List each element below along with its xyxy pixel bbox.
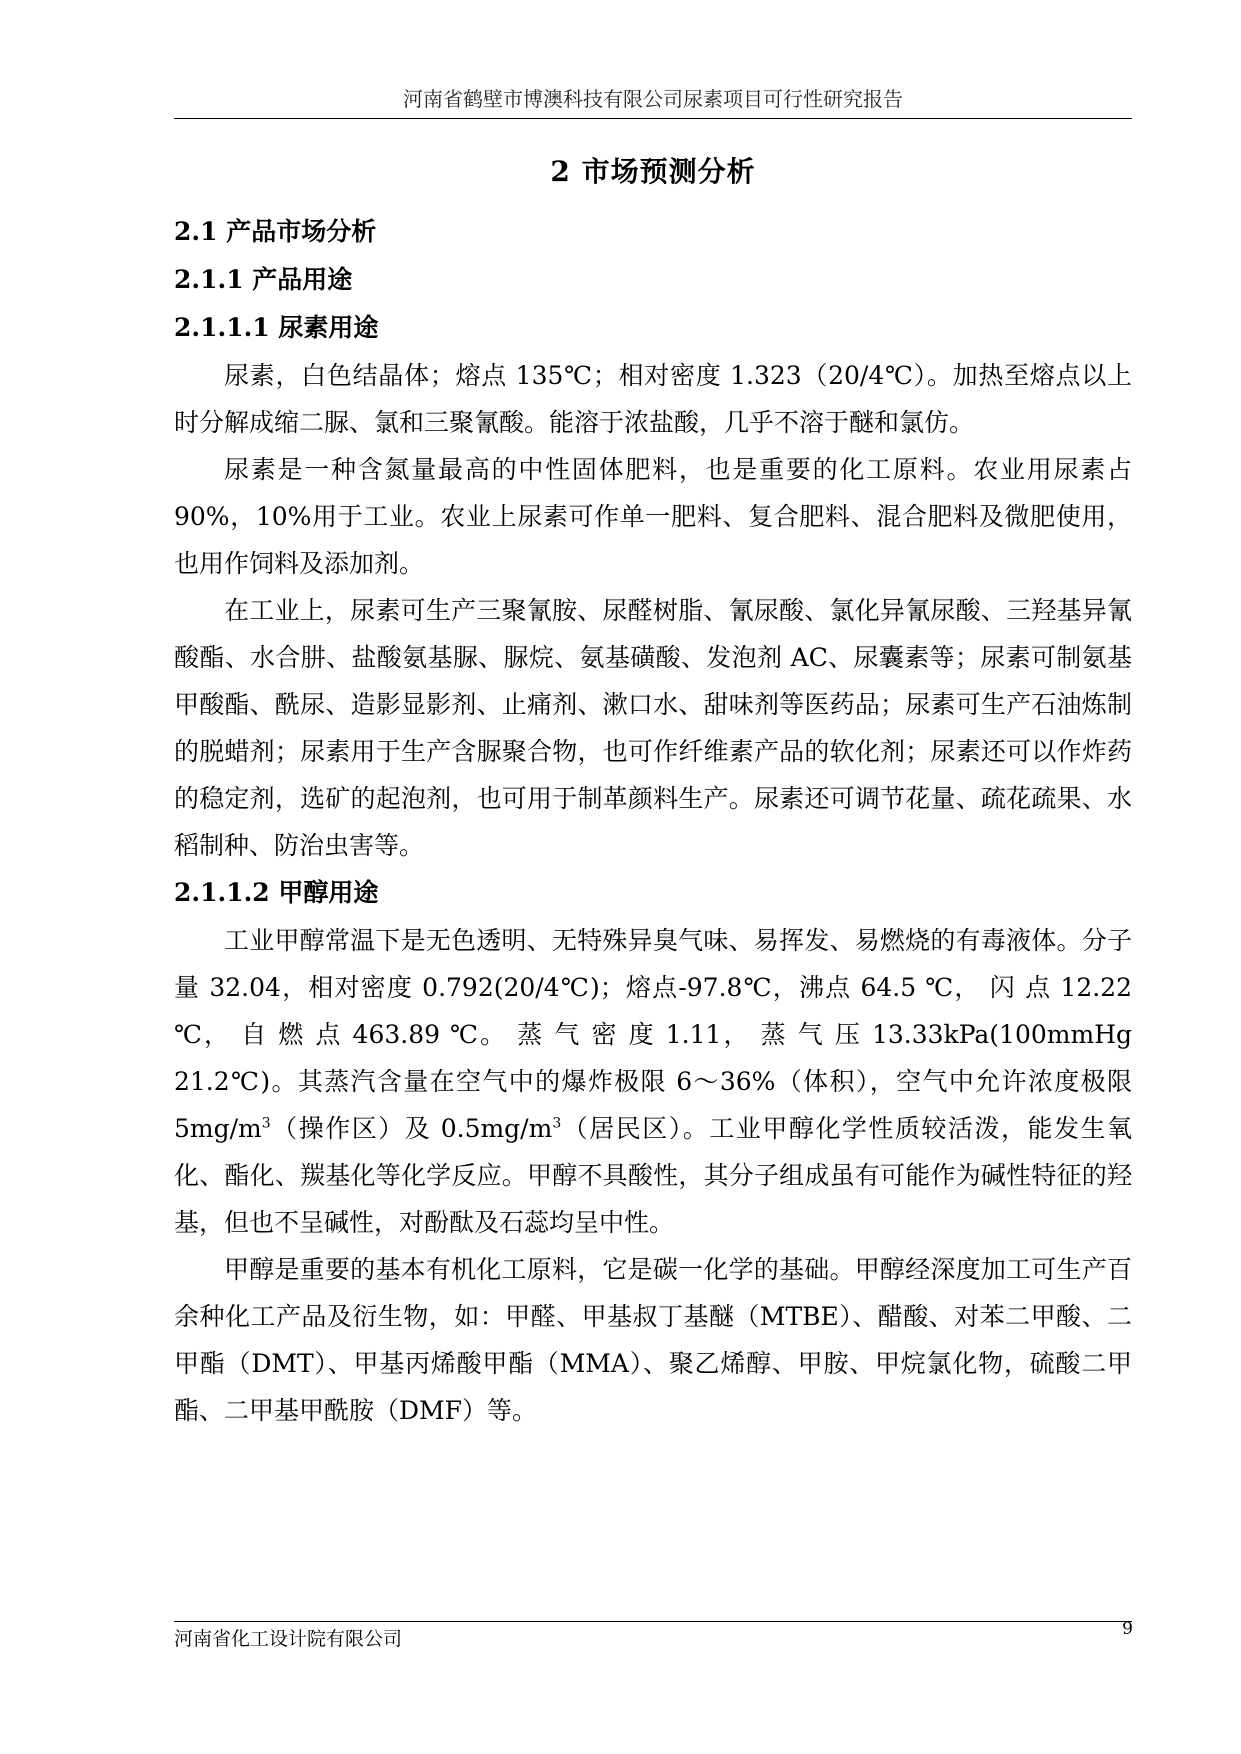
text-run: （操作区）及 0.5mg/m <box>270 1114 553 1143</box>
paragraph: 尿素是一种含氮量最高的中性固体肥料，也是重要的化工原料。农业用尿素占 90%，10%用于工业。农业上尿素可作单一肥料、复合肥料、混合肥料及微肥使用，也用作饲料及添加剂。 <box>174 455 1132 578</box>
paragraph: 尿素，白色结晶体；熔点 135℃；相对密度 1.323（20/4℃）。加热至熔点以上时分解成缩二脲、氯和三聚氰酸。能溶于浓盐酸，几乎不溶于醚和氯仿。 <box>174 361 1132 437</box>
text-run: （居民区）。工业甲醇化学性质较活泼，能发生氧化、酯化、羰基化等化学反应。甲醇不具酸性，其分子组成虽有可能作为碱性特征的羟基，但也不呈碱性，对酚酞及石蕊均呈中性。 <box>174 1114 1132 1237</box>
superscript: 3 <box>261 1115 271 1132</box>
paragraph: 在工业上，尿素可生产三聚氰胺、尿醛树脂、氰尿酸、氯化异氰尿酸、三羟基异氰酸酯、水合肼、盐酸氨基脲、脲烷、氨基磺酸、发泡剂 AC、尿囊素等；尿素可制氨基甲酸酯、酰尿、造影显影剂、止痛剂、漱口水、甜味剂等医药品；尿素可生产石油炼制的脱蜡剂；尿素用于生产含脲聚合物，也可作纤维素产品的软化剂；尿素还可以作炸药的稳定剂，选矿的起泡剂，也可用于制革颜料生产。尿素还可调节花量、疏花疏果、水稻制种、防治虫害等。 <box>174 596 1132 860</box>
section-heading-2-1-1: 2.1.1 产品用途 <box>174 265 353 294</box>
section-heading-2-1-1-1: 2.1.1.1 尿素用途 <box>174 313 379 342</box>
section-heading-2-1-1-2: 2.1.1.2 甲醇用途 <box>174 878 379 907</box>
paragraph-methanol-properties <box>174 917 1132 1246</box>
chapter-title: 2 市场预测分析 <box>550 155 756 188</box>
paragraph: 甲醇是重要的基本有机化工原料，它是碳一化学的基础。甲醇经深度加工可生产百余种化工产品及衍生物，如：甲醛、甲基叔丁基醚（MTBE）、醋酸、对苯二甲酸、二甲酯（DMT）、甲基丙烯酸甲酯（MMA）、聚乙烯醇、甲胺、甲烷氯化物，硫酸二甲酯、二甲基甲酰胺（DMF）等。 <box>174 1255 1132 1425</box>
page-number: 9 <box>1122 1619 1133 1639</box>
running-header: 河南省鹤壁市博澳科技有限公司尿素项目可行性研究报告 <box>403 87 903 111</box>
superscript: 3 <box>552 1115 562 1132</box>
section-heading-2-1: 2.1 产品市场分析 <box>174 217 377 246</box>
footer-rule <box>174 1621 1132 1622</box>
text-run: 工业甲醇常温下是无色透明、无特殊异臭气味、易挥发、易燃烧的有毒液体。分子量 32.04，相对密度 0.792(20/4℃)；熔点-97.8℃，沸点 64.5 ℃， 闪 点 12.22 ℃， 自 燃 点 463.89 ℃。 蒸 气 密 度 1.11， 蒸 气 压 13.33kPa(100mmHg 21.2℃)。其蒸汽含量在空气中的爆炸极限 6～36%（体积），空气中允许浓度极限 5mg/m <box>174 926 1132 1143</box>
header-rule <box>174 118 1132 119</box>
page-content <box>174 148 1132 1434</box>
footer-company: 河南省化工设计院有限公司 <box>174 1628 403 1650</box>
